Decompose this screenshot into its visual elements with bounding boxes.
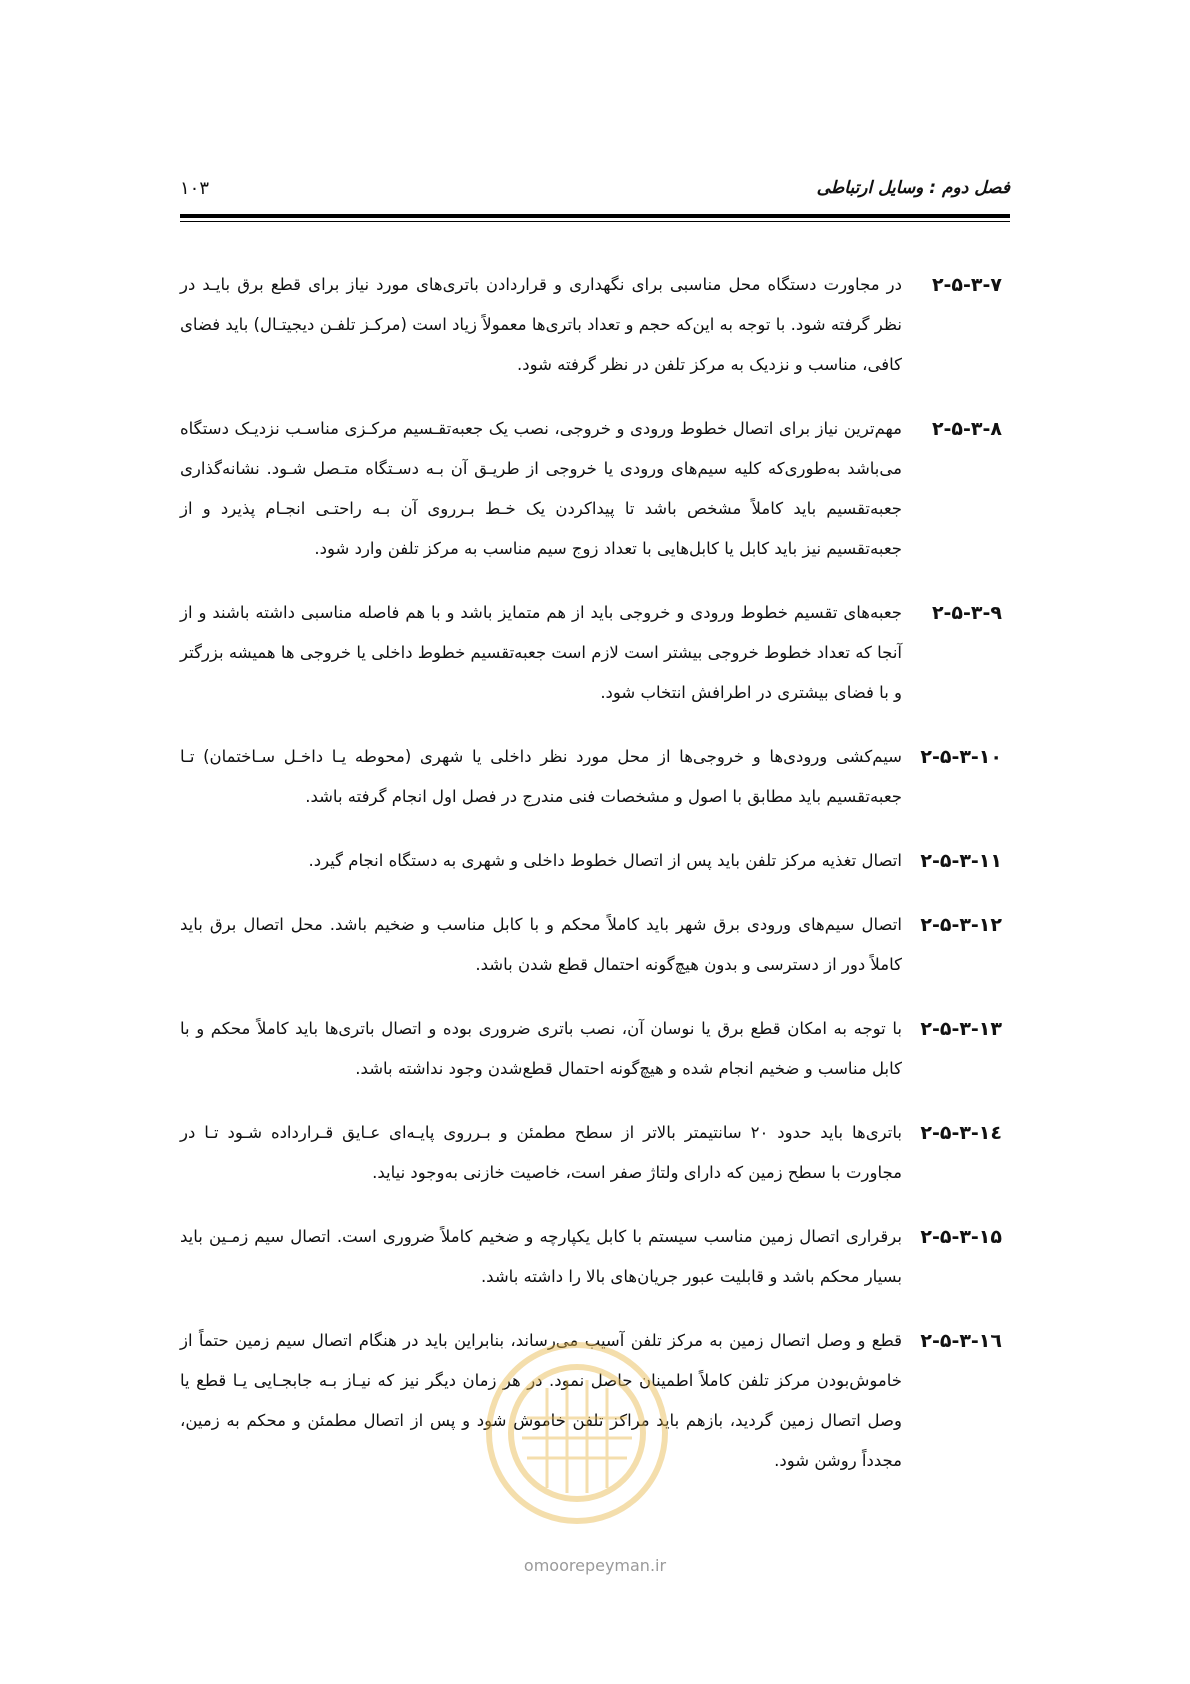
header-rule-thin	[180, 221, 1010, 222]
clause-number: ۲-۵-۳-۱۲	[920, 914, 1002, 936]
clause-number: ۲-۵-۳-۷	[931, 274, 1002, 296]
page-number: ۱۰۳	[180, 178, 210, 199]
clause-text: در مجاورت دستگاه محل مناسبی برای نگهداری و قراردادن باتری‌های مورد نیاز برای قطع برق بایـد در نظر گرفته شود. با توجه به این‌که حجم و تعداد باتری‌ها معمولاً زیاد است (مرکـز تلفـن دیجیتـال) باید فضای کافی، مناسب و نزدیک به مرکز تلفن در نظر گرفته شود.	[180, 275, 902, 374]
chapter-title: فصل دوم : وسایل ارتباطی	[816, 178, 1010, 198]
clause-text: مهم‌ترین نیاز برای اتصال خطوط ورودی و خروجی، نصب یک جعبه‌تقـسیم مرکـزی مناسـب نزدیـک دستگاه می‌باشد به‌طوری‌که کلیه سیم‌های ورودی یا خروجی از طریـق آن بـه دسـتگاه متـصل شـود. نشانه‌گذاری جعبه‌تقسیم باید کاملاً مشخص باشد تا پیداکردن یک خـط بـرروی آن بـه راحتـی انجـام پذیرد و از جعبه‌تقسیم نیز باید کابل یا کابل‌هایی با تعداد زوج سیم مناسب به مرکز تلفن وارد شود.	[180, 419, 902, 558]
clause-number: ۲-۵-۳-۱٦	[920, 1330, 1002, 1352]
clause-text: باتری‌ها باید حدود ۲۰ سانتیمتر بالاتر از سطح مطمئن و بـرروی پایـه‌ای عـایق قـرارداده شـود تـا در مجاورت با سطح زمین که دارای ولتاژ صفر است، خاصیت خازنی به‌وجود نیاید.	[180, 1123, 902, 1182]
header-rule-thick	[180, 214, 1010, 218]
clause-item	[180, 1113, 1010, 1193]
clause-number: ۲-۵-۳-۹	[931, 602, 1002, 624]
clause-item	[180, 265, 1010, 385]
clause-item	[180, 1321, 1010, 1481]
clause-item	[180, 905, 1010, 985]
clause-number: ۲-۵-۳-۱٤	[920, 1122, 1002, 1144]
clause-number: ۲-۵-۳-۱۵	[920, 1226, 1002, 1248]
clause-number: ۲-۵-۳-۱۱	[920, 850, 1002, 872]
clause-item	[180, 737, 1010, 817]
document-body	[180, 265, 1010, 1505]
clause-text: سیم‌کشی ورودی‌ها و خروجی‌ها از محل مورد نظر داخلی یا شهری (محوطه یـا داخـل سـاختمان) تـا جعبه‌تقسیم باید مطابق با اصول و مشخصات فنی مندرج در فصل اول انجام گرفته باشد.	[180, 747, 902, 806]
clause-item	[180, 1217, 1010, 1297]
clause-text: اتصال تغذیه مرکز تلفن باید پس از اتصال خطوط داخلی و شهری به دستگاه انجام گیرد.	[308, 851, 902, 870]
clause-text: برقراری اتصال زمین مناسب سیستم با کابل یکپارچه و ضخیم کاملاً ضروری است. اتصال سیم زمـین باید بسیار محکم باشد و قابلیت عبور جریان‌های بالا را داشته باشد.	[180, 1227, 902, 1286]
clause-text: جعبه‌های تقسیم خطوط ورودی و خروجی باید از هم متمایز باشد و با هم فاصله مناسبی داشته باشند و از آنجا که تعداد خطوط خروجی بیشتر است لازم است جعبه‌تقسیم خطوط داخلی یا خروجی ها همیشه بزرگتر و با فضای بیشتری در اطرافش انتخاب شود.	[180, 603, 902, 702]
clause-text: قطع و وصل اتصال زمین به مرکز تلفن آسیب می‌رساند، بنابراین باید در هنگام اتصال سیم زمین حتماً از خاموش‌بودن مرکز تلفن کاملاً اطمینان حاصل نمود. در هر زمان دیگر نیز که نیـاز بـه جابجـایی یـا قطع یا وصل اتصال زمین گردید، بازهم باید مراکز تلفن خاموش شود و پس از اتصال مطمئن و محکم به زمین، مجدداً روشن شود.	[180, 1331, 902, 1470]
clause-number: ۲-۵-۳-۸	[931, 418, 1002, 440]
clause-item	[180, 593, 1010, 713]
clause-item	[180, 841, 1010, 881]
clause-item	[180, 1009, 1010, 1089]
clause-text: با توجه به امکان قطع برق یا نوسان آن، نصب باتری ضروری بوده و اتصال باتری‌ها باید کاملاً محکم و با کابل مناسب و ضخیم انجام شده و هیچ‌گونه احتمال قطع‌شدن وجود نداشته باشد.	[180, 1019, 902, 1078]
page-header	[180, 178, 1010, 208]
clause-item	[180, 409, 1010, 569]
watermark-url: omoorepeyman.ir	[523, 1556, 667, 1575]
clause-text: اتصال سیم‌های ورودی برق شهر باید کاملاً محکم و با کابل مناسب و ضخیم باشد. محل اتصال برق باید کاملاً دور از دسترسی و بدون هیچ‌گونه احتمال قطع شدن باشد.	[180, 915, 902, 974]
clause-number: ۲-۵-۳-۱۳	[920, 1018, 1002, 1040]
clause-number: ۲-۵-۳-۱۰	[920, 746, 1002, 768]
